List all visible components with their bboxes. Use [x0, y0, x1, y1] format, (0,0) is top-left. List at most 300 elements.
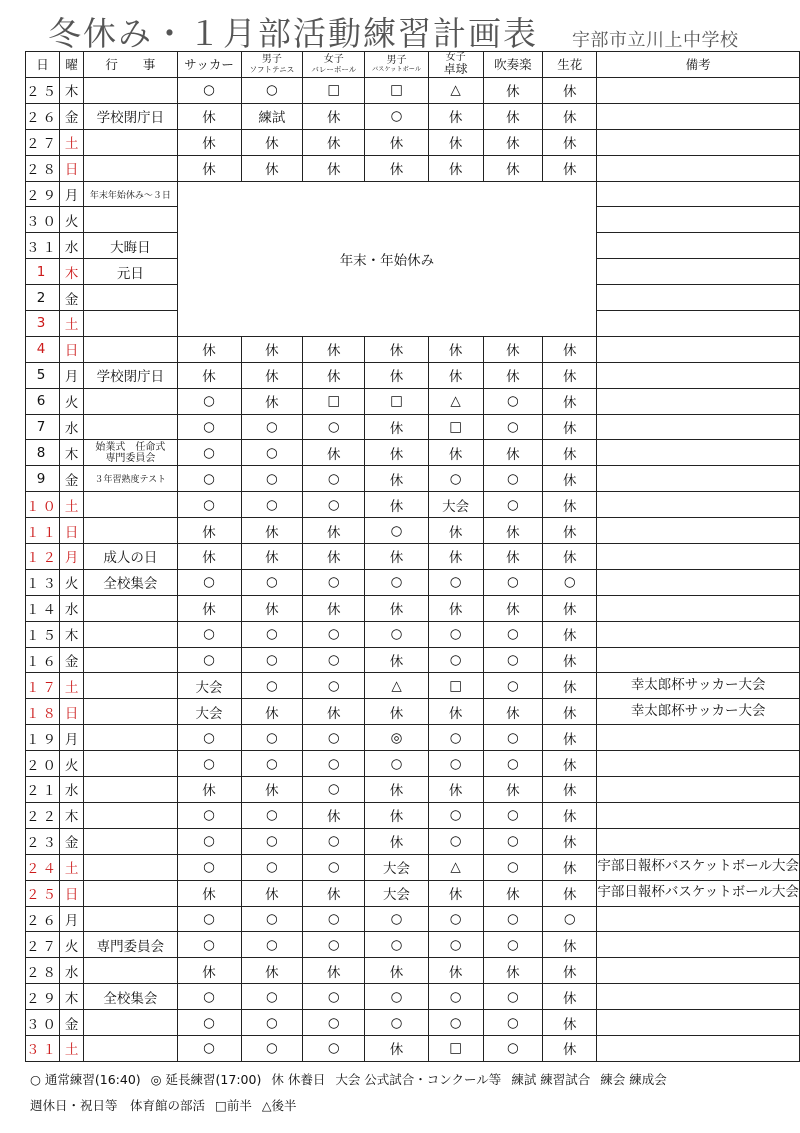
soccer-cell: ○	[177, 751, 241, 777]
girls-volleyball-cell: ○	[303, 466, 365, 492]
boys-basketball-cell: △	[365, 673, 428, 699]
soccer-cell: ○	[177, 647, 241, 673]
event-cell	[84, 388, 177, 414]
event-cell	[84, 129, 177, 155]
boys-basketball-cell: 休	[365, 492, 428, 518]
girls-volleyball-cell: 休	[303, 362, 365, 388]
day-cell: １９	[26, 725, 60, 751]
girls-table-tennis-cell: ○	[428, 932, 483, 958]
event-cell	[84, 828, 177, 854]
event-cell: 専門委員会	[84, 932, 177, 958]
girls-volleyball-cell: ○	[303, 725, 365, 751]
ikebana-cell: 休	[543, 673, 597, 699]
brass-band-cell: 休	[483, 699, 543, 725]
girls-table-tennis-cell: △	[428, 854, 483, 880]
table-row	[26, 647, 800, 673]
weekday-cell: 水	[60, 595, 84, 621]
brass-band-cell: 休	[483, 595, 543, 621]
legend-item: 練試 練習試合	[511, 1072, 591, 1087]
boys-soft-tennis-cell: 休	[241, 155, 303, 181]
table-row	[26, 595, 800, 621]
soccer-cell: 休	[177, 336, 241, 362]
event-cell: 学校閉庁日	[84, 362, 177, 388]
day-cell: １０	[26, 492, 60, 518]
page-title: 冬休み・１月部活動練習計画表	[48, 14, 538, 53]
soccer-cell: ○	[177, 492, 241, 518]
weekday-cell: 火	[60, 932, 84, 958]
ikebana-cell: 休	[543, 595, 597, 621]
day-cell: ２５	[26, 78, 60, 104]
weekday-cell: 火	[60, 751, 84, 777]
day-cell: １１	[26, 518, 60, 544]
soccer-cell: ○	[177, 725, 241, 751]
ikebana-cell: 休	[543, 129, 597, 155]
day-cell: 1	[26, 259, 60, 285]
day-cell: １３	[26, 569, 60, 595]
day-cell: １２	[26, 544, 60, 570]
year-end-holiday-block: 年末・年始休み	[177, 181, 597, 336]
boys-basketball-cell: 休	[365, 828, 428, 854]
brass-band-cell: 休	[483, 362, 543, 388]
boys-basketball-cell: 休	[365, 777, 428, 803]
col-label-sub: バレーボール	[311, 64, 357, 74]
weekday-cell: 月	[60, 906, 84, 932]
weekday-cell: 月	[60, 725, 84, 751]
weekday-cell: 月	[60, 544, 84, 570]
brass-band-cell: 休	[483, 155, 543, 181]
weekday-cell: 火	[60, 388, 84, 414]
weekday-cell: 日	[60, 699, 84, 725]
girls-table-tennis-cell: 休	[428, 518, 483, 544]
girls-volleyball-cell: ○	[303, 492, 365, 518]
soccer-cell: 休	[177, 544, 241, 570]
girls-volleyball-cell: 休	[303, 336, 365, 362]
notes-cell	[597, 958, 800, 984]
legend-item: △後半	[261, 1098, 297, 1113]
ikebana-cell: 休	[543, 414, 597, 440]
girls-volleyball-cell: 休	[303, 544, 365, 570]
soccer-cell: 大会	[177, 699, 241, 725]
brass-band-cell: ○	[483, 906, 543, 932]
boys-soft-tennis-cell: ○	[241, 751, 303, 777]
table-row	[26, 336, 800, 362]
day-cell: ２５	[26, 880, 60, 906]
ikebana-cell: 休	[543, 388, 597, 414]
girls-table-tennis-cell: 休	[428, 440, 483, 466]
boys-soft-tennis-cell: ○	[241, 854, 303, 880]
girls-table-tennis-cell: □	[428, 414, 483, 440]
ikebana-cell: 休	[543, 362, 597, 388]
day-cell: ２９	[26, 181, 60, 207]
brass-band-cell: ○	[483, 854, 543, 880]
weekday-cell: 金	[60, 828, 84, 854]
notes-cell: 宇部日報杯バスケットボール大会	[597, 880, 800, 906]
girls-volleyball-cell: 休	[303, 103, 365, 129]
table-row	[26, 828, 800, 854]
table-row	[26, 569, 800, 595]
boys-soft-tennis-cell: ○	[241, 492, 303, 518]
weekday-cell: 水	[60, 777, 84, 803]
boys-basketball-cell: 休	[365, 440, 428, 466]
table-row	[26, 802, 800, 828]
girls-table-tennis-cell: ○	[428, 906, 483, 932]
girls-volleyball-cell: ○	[303, 751, 365, 777]
brass-band-cell: ○	[483, 751, 543, 777]
day-cell: ３１	[26, 233, 60, 259]
col-label-top: 女子	[445, 51, 466, 63]
soccer-cell: 休	[177, 518, 241, 544]
legend-item: 週休日・祝日等 体育館の部活	[30, 1098, 206, 1113]
table-row	[26, 958, 800, 984]
soccer-cell: ○	[177, 906, 241, 932]
boys-soft-tennis-cell: ○	[241, 569, 303, 595]
ikebana-cell: 休	[543, 802, 597, 828]
day-cell: ３０	[26, 1010, 60, 1036]
girls-volleyball-cell: ○	[303, 932, 365, 958]
col-event: 行 事	[84, 52, 177, 78]
col-day: 日	[26, 52, 60, 78]
ikebana-cell: 休	[543, 958, 597, 984]
weekday-cell: 水	[60, 233, 84, 259]
event-cell	[84, 751, 177, 777]
day-cell: ３１	[26, 1035, 60, 1061]
ikebana-cell: 休	[543, 725, 597, 751]
event-cell	[84, 336, 177, 362]
notes-cell	[597, 311, 800, 337]
weekday-cell: 月	[60, 362, 84, 388]
header-row	[26, 52, 800, 78]
soccer-cell: ○	[177, 466, 241, 492]
ikebana-cell: 休	[543, 492, 597, 518]
event-cell	[84, 78, 177, 104]
table-row	[26, 906, 800, 932]
brass-band-cell: 休	[483, 336, 543, 362]
girls-volleyball-cell: ○	[303, 414, 365, 440]
soccer-cell: ○	[177, 1010, 241, 1036]
event-cell	[84, 802, 177, 828]
girls-table-tennis-cell: ○	[428, 802, 483, 828]
brass-band-cell: ○	[483, 828, 543, 854]
day-cell: ２１	[26, 777, 60, 803]
boys-basketball-cell: ○	[365, 1010, 428, 1036]
weekday-cell: 火	[60, 569, 84, 595]
table-row	[26, 362, 800, 388]
girls-volleyball-cell: ○	[303, 647, 365, 673]
col-brass-band: 吹奏楽	[483, 52, 543, 78]
day-cell: 8	[26, 440, 60, 466]
legend-item: ○ 通常練習(16:40)	[30, 1072, 141, 1087]
boys-basketball-cell: ○	[365, 751, 428, 777]
boys-soft-tennis-cell: ○	[241, 1035, 303, 1061]
event-cell	[84, 285, 177, 311]
notes-cell	[597, 388, 800, 414]
soccer-cell: 休	[177, 155, 241, 181]
boys-basketball-cell: 休	[365, 595, 428, 621]
event-cell	[84, 647, 177, 673]
col-boys-soft-tennis	[241, 52, 303, 78]
notes-cell	[597, 1010, 800, 1036]
table-row	[26, 1010, 800, 1036]
boys-soft-tennis-cell: ○	[241, 673, 303, 699]
col-notes: 備考	[597, 52, 800, 78]
soccer-cell: 大会	[177, 673, 241, 699]
ikebana-cell: 休	[543, 155, 597, 181]
notes-cell	[597, 544, 800, 570]
brass-band-cell: ○	[483, 388, 543, 414]
soccer-cell: ○	[177, 621, 241, 647]
girls-table-tennis-cell: 休	[428, 699, 483, 725]
col-label-top: 女子	[323, 54, 344, 66]
boys-basketball-cell: ○	[365, 621, 428, 647]
girls-table-tennis-cell: 休	[428, 103, 483, 129]
table-row	[26, 932, 800, 958]
brass-band-cell: ○	[483, 932, 543, 958]
boys-soft-tennis-cell: 休	[241, 699, 303, 725]
legend-item: 休 休養日	[271, 1072, 326, 1087]
event-cell	[84, 207, 177, 233]
boys-soft-tennis-cell: ○	[241, 932, 303, 958]
event-cell: 全校集会	[84, 569, 177, 595]
boys-soft-tennis-cell: 休	[241, 336, 303, 362]
brass-band-cell: ○	[483, 1035, 543, 1061]
girls-volleyball-cell: 休	[303, 802, 365, 828]
ikebana-cell: 休	[543, 880, 597, 906]
col-soccer: サッカー	[177, 52, 241, 78]
brass-band-cell: 休	[483, 777, 543, 803]
notes-cell	[597, 802, 800, 828]
table-row	[26, 725, 800, 751]
table-row	[26, 751, 800, 777]
event-cell: 全校集会	[84, 984, 177, 1010]
boys-soft-tennis-cell: ○	[241, 621, 303, 647]
legend-item: 大会 公式試合・コンクール等	[335, 1072, 502, 1087]
weekday-cell: 木	[60, 984, 84, 1010]
girls-volleyball-cell: 休	[303, 595, 365, 621]
brass-band-cell: ○	[483, 492, 543, 518]
notes-cell	[597, 336, 800, 362]
event-line: 専門委員会	[105, 452, 156, 464]
event-cell	[84, 725, 177, 751]
table-row	[26, 492, 800, 518]
girls-table-tennis-cell: □	[428, 673, 483, 699]
boys-basketball-cell: 大会	[365, 880, 428, 906]
soccer-cell: 休	[177, 595, 241, 621]
table-row	[26, 414, 800, 440]
boys-basketball-cell: ○	[365, 103, 428, 129]
soccer-cell: ○	[177, 984, 241, 1010]
boys-soft-tennis-cell: 休	[241, 544, 303, 570]
ikebana-cell: 休	[543, 854, 597, 880]
soccer-cell: ○	[177, 932, 241, 958]
event-cell	[84, 673, 177, 699]
weekday-cell: 日	[60, 880, 84, 906]
soccer-cell: 休	[177, 958, 241, 984]
boys-basketball-cell: ○	[365, 932, 428, 958]
boys-basketball-cell: 休	[365, 802, 428, 828]
event-cell	[84, 621, 177, 647]
event-line: 始業式 任命式	[95, 441, 166, 453]
boys-basketball-cell: 休	[365, 647, 428, 673]
boys-soft-tennis-cell: ○	[241, 1010, 303, 1036]
notes-cell	[597, 518, 800, 544]
notes-cell	[597, 906, 800, 932]
col-label-top: 男子	[261, 54, 282, 66]
girls-table-tennis-cell: 休	[428, 958, 483, 984]
notes-cell	[597, 466, 800, 492]
notes-cell	[597, 440, 800, 466]
weekday-cell: 水	[60, 958, 84, 984]
weekday-cell: 火	[60, 207, 84, 233]
boys-basketball-cell: 休	[365, 466, 428, 492]
boys-soft-tennis-cell: ○	[241, 414, 303, 440]
soccer-cell: 休	[177, 362, 241, 388]
girls-table-tennis-cell: ○	[428, 725, 483, 751]
col-girls-volleyball	[303, 52, 365, 78]
boys-soft-tennis-cell: 休	[241, 777, 303, 803]
table-row	[26, 129, 800, 155]
table-row	[26, 880, 800, 906]
boys-basketball-cell: 休	[365, 958, 428, 984]
brass-band-cell: ○	[483, 621, 543, 647]
boys-soft-tennis-cell: ○	[241, 906, 303, 932]
ikebana-cell: ○	[543, 569, 597, 595]
notes-cell: 宇部日報杯バスケットボール大会	[597, 854, 800, 880]
schedule-table	[25, 51, 800, 1062]
weekday-cell: 日	[60, 155, 84, 181]
notes-cell	[597, 1035, 800, 1061]
weekday-cell: 金	[60, 466, 84, 492]
notes-cell	[597, 492, 800, 518]
legend-item: ◎ 延長練習(17:00)	[150, 1072, 262, 1087]
ikebana-cell: 休	[543, 647, 597, 673]
table-row	[26, 155, 800, 181]
day-cell: ２８	[26, 155, 60, 181]
girls-volleyball-cell: 休	[303, 129, 365, 155]
weekday-cell: 金	[60, 1010, 84, 1036]
event-cell: 元日	[84, 259, 177, 285]
boys-basketball-cell: □	[365, 78, 428, 104]
girls-table-tennis-cell: 休	[428, 155, 483, 181]
weekday-cell: 木	[60, 621, 84, 647]
brass-band-cell: 休	[483, 880, 543, 906]
brass-band-cell: 休	[483, 440, 543, 466]
ikebana-cell: 休	[543, 78, 597, 104]
day-cell: ２６	[26, 906, 60, 932]
notes-cell	[597, 78, 800, 104]
weekday-cell: 土	[60, 492, 84, 518]
girls-table-tennis-cell: △	[428, 78, 483, 104]
notes-cell	[597, 129, 800, 155]
girls-table-tennis-cell: 休	[428, 595, 483, 621]
brass-band-cell: ○	[483, 673, 543, 699]
notes-cell: 幸太郎杯サッカー大会	[597, 699, 800, 725]
girls-volleyball-cell: ○	[303, 569, 365, 595]
day-cell: 7	[26, 414, 60, 440]
boys-soft-tennis-cell: ○	[241, 440, 303, 466]
day-cell: １５	[26, 621, 60, 647]
soccer-cell: ○	[177, 440, 241, 466]
event-cell	[84, 155, 177, 181]
girls-volleyball-cell: ○	[303, 984, 365, 1010]
notes-cell	[597, 233, 800, 259]
girls-volleyball-cell: ○	[303, 906, 365, 932]
table-row	[26, 1035, 800, 1061]
ikebana-cell: 休	[543, 751, 597, 777]
ikebana-cell: 休	[543, 984, 597, 1010]
col-label-sub: バスケットボール	[371, 65, 422, 73]
weekday-cell: 土	[60, 129, 84, 155]
ikebana-cell: 休	[543, 466, 597, 492]
day-cell: ２４	[26, 854, 60, 880]
event-cell	[84, 906, 177, 932]
day-cell: ３０	[26, 207, 60, 233]
girls-table-tennis-cell: ○	[428, 828, 483, 854]
day-cell: 4	[26, 336, 60, 362]
weekday-cell: 金	[60, 285, 84, 311]
weekday-cell: 土	[60, 854, 84, 880]
brass-band-cell: ○	[483, 569, 543, 595]
soccer-cell: 休	[177, 777, 241, 803]
ikebana-cell: 休	[543, 518, 597, 544]
event-cell: ３年習熟度テスト	[84, 466, 177, 492]
girls-volleyball-cell: ○	[303, 673, 365, 699]
boys-soft-tennis-cell: 休	[241, 518, 303, 544]
day-cell: ２３	[26, 828, 60, 854]
event-cell	[84, 311, 177, 337]
weekday-cell: 金	[60, 647, 84, 673]
boys-soft-tennis-cell: 休	[241, 595, 303, 621]
event-cell	[84, 414, 177, 440]
notes-cell	[597, 103, 800, 129]
day-cell: 6	[26, 388, 60, 414]
boys-basketball-cell: ◎	[365, 725, 428, 751]
boys-soft-tennis-cell: ○	[241, 78, 303, 104]
girls-table-tennis-cell: □	[428, 1035, 483, 1061]
table-row	[26, 103, 800, 129]
soccer-cell: ○	[177, 854, 241, 880]
brass-band-cell: 休	[483, 544, 543, 570]
notes-cell	[597, 932, 800, 958]
table-row	[26, 984, 800, 1010]
notes-cell	[597, 984, 800, 1010]
notes-cell	[597, 181, 800, 207]
col-weekday: 曜	[60, 52, 84, 78]
boys-basketball-cell: 休	[365, 336, 428, 362]
weekday-cell: 日	[60, 336, 84, 362]
ikebana-cell: ○	[543, 906, 597, 932]
ikebana-cell: 休	[543, 777, 597, 803]
table-row	[26, 673, 800, 699]
girls-volleyball-cell: ○	[303, 621, 365, 647]
notes-cell	[597, 155, 800, 181]
ikebana-cell: 休	[543, 699, 597, 725]
ikebana-cell: 休	[543, 621, 597, 647]
girls-volleyball-cell: 休	[303, 518, 365, 544]
table-row	[26, 440, 800, 466]
boys-basketball-cell: 休	[365, 155, 428, 181]
brass-band-cell: ○	[483, 984, 543, 1010]
event-cell: 年末年始休み～３日	[84, 181, 177, 207]
legend-item: □前半	[215, 1098, 252, 1113]
boys-soft-tennis-cell: ○	[241, 984, 303, 1010]
table-row	[26, 621, 800, 647]
weekday-cell: 木	[60, 259, 84, 285]
weekday-cell: 日	[60, 518, 84, 544]
boys-soft-tennis-cell: 休	[241, 958, 303, 984]
table-row	[26, 854, 800, 880]
notes-cell	[597, 777, 800, 803]
girls-table-tennis-cell: ○	[428, 647, 483, 673]
